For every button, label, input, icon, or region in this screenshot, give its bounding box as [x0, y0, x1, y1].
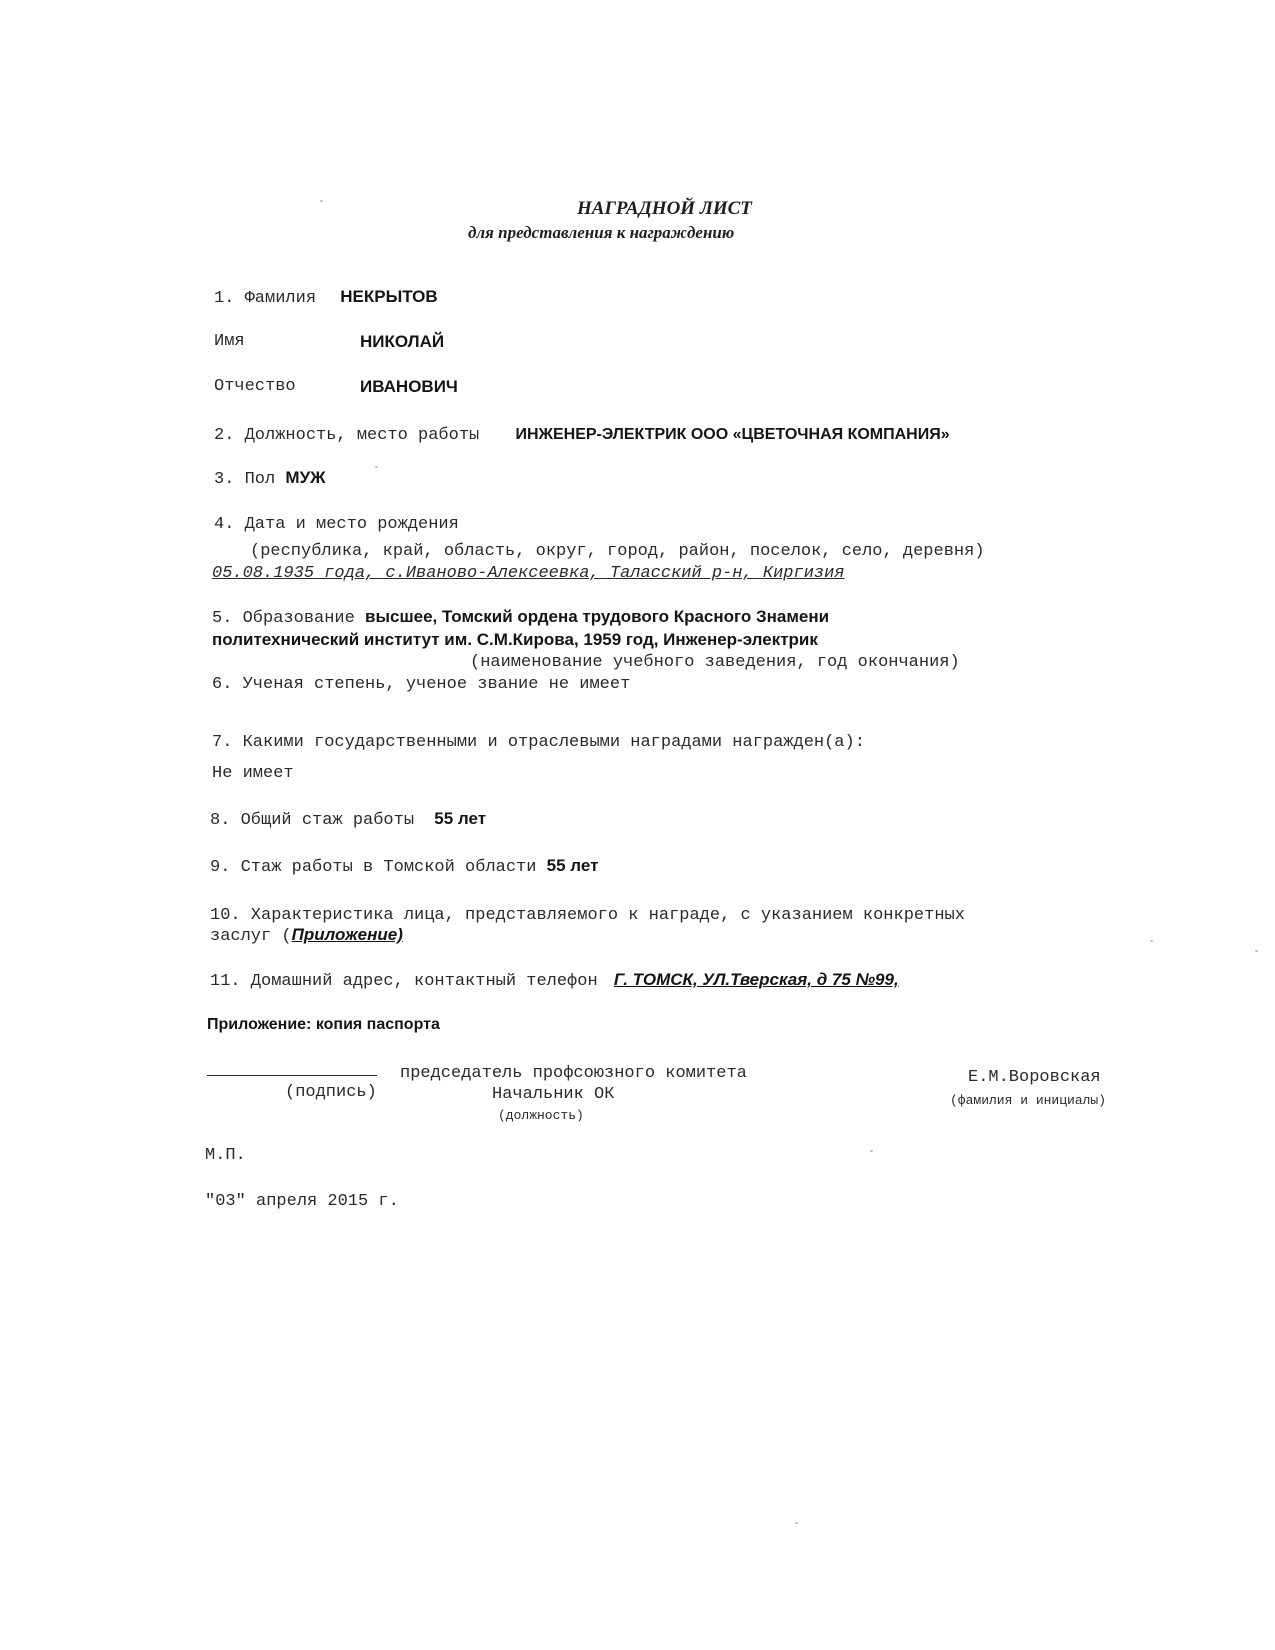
scan-speck — [320, 200, 323, 202]
field-surname-label: 1. Фамилия — [214, 289, 317, 308]
field-awards-value: Не имеет — [212, 764, 294, 783]
signer-position-line2: Начальник ОК — [492, 1085, 615, 1104]
field-address-label: 11. Домашний адрес, контактный телефон — [210, 972, 598, 991]
field-total-experience-label: 8. Общий стаж работы — [210, 811, 415, 830]
scan-speck — [870, 1150, 873, 1152]
attachment-note: Приложение: копия паспорта — [207, 1016, 440, 1033]
field-sex-value: МУЖ — [285, 468, 326, 487]
field-education-value-line1: высшее, Томский ордена трудового Красного Знамени — [365, 607, 830, 626]
signer-name: Е.М.Воровская — [968, 1068, 1101, 1087]
field-characteristic-value: Приложение) — [291, 925, 403, 944]
field-position-value: ИНЖЕНЕР-ЭЛЕКТРИК ООО «ЦВЕТОЧНАЯ КОМПАНИЯ» — [515, 426, 950, 443]
scan-speck — [795, 1522, 798, 1524]
field-regional-experience — [210, 856, 598, 877]
field-total-experience-value: 55 лет — [434, 809, 487, 828]
document-subtitle: для представления к награждению — [468, 223, 735, 242]
signature-caption: (подпись) — [285, 1083, 377, 1102]
field-characteristic-prefix: заслуг ( — [210, 927, 292, 946]
document-title: НАГРАДНОЙ ЛИСТ — [577, 198, 752, 219]
document-date: "03" апреля 2015 г. — [205, 1192, 399, 1211]
signer-name-caption: (фамилия и инициалы) — [950, 1093, 1107, 1108]
field-name-value: НИКОЛАЙ — [360, 332, 445, 351]
field-awards-label: 7. Какими государственными и отраслевыми наградами награжден(а): — [212, 733, 865, 752]
field-characteristic — [210, 925, 403, 946]
field-characteristic-line1: 10. Характеристика лица, представляемого к награде, с указанием конкретных — [210, 906, 965, 925]
field-sex-label: 3. Пол — [214, 470, 276, 489]
signer-position-line1: председатель профсоюзного комитета — [400, 1064, 747, 1083]
signer-position-caption: (должность) — [498, 1108, 584, 1123]
scan-speck — [1150, 940, 1153, 942]
field-birth-value: 05.08.1935 года, с.Иваново-Алексеевка, Таласский р-н, Киргизия — [212, 564, 845, 583]
field-birth-hint: (республика, край, область, округ, город, район, поселок, село, деревня) — [250, 542, 985, 561]
scan-speck — [1255, 950, 1258, 952]
field-surname-value: НЕКРЫТОВ — [340, 287, 438, 306]
field-education-label: 5. Образование — [212, 609, 355, 628]
field-name-label: Имя — [214, 332, 245, 351]
signature-line — [207, 1075, 377, 1076]
field-education-value-line2: политехнический институт им. С.М.Кирова, 1959 год, Инженер-электрик — [212, 630, 818, 649]
field-regional-experience-label: 9. Стаж работы в Томской области — [210, 858, 537, 877]
field-position — [214, 426, 950, 445]
field-birth-label: 4. Дата и место рождения — [214, 515, 459, 534]
field-patronymic-value: ИВАНОВИЧ — [360, 377, 458, 396]
field-sex — [214, 468, 326, 489]
field-position-label: 2. Должность, место работы — [214, 426, 480, 445]
field-patronymic-label: Отчество — [214, 377, 296, 396]
field-regional-experience-value: 55 лет — [546, 856, 599, 875]
field-address-value: Г. ТОМСК, УЛ.Тверская, д 75 №99, — [613, 970, 899, 989]
field-surname — [214, 287, 438, 308]
field-education-hint: (наименование учебного заведения, год окончания) — [470, 653, 960, 672]
field-total-experience — [210, 809, 486, 830]
stamp-place: М.П. — [205, 1146, 246, 1165]
field-address — [210, 970, 899, 991]
field-degree: 6. Ученая степень, ученое звание не имеет — [212, 675, 631, 694]
scan-speck — [375, 466, 378, 468]
field-education — [212, 607, 829, 628]
